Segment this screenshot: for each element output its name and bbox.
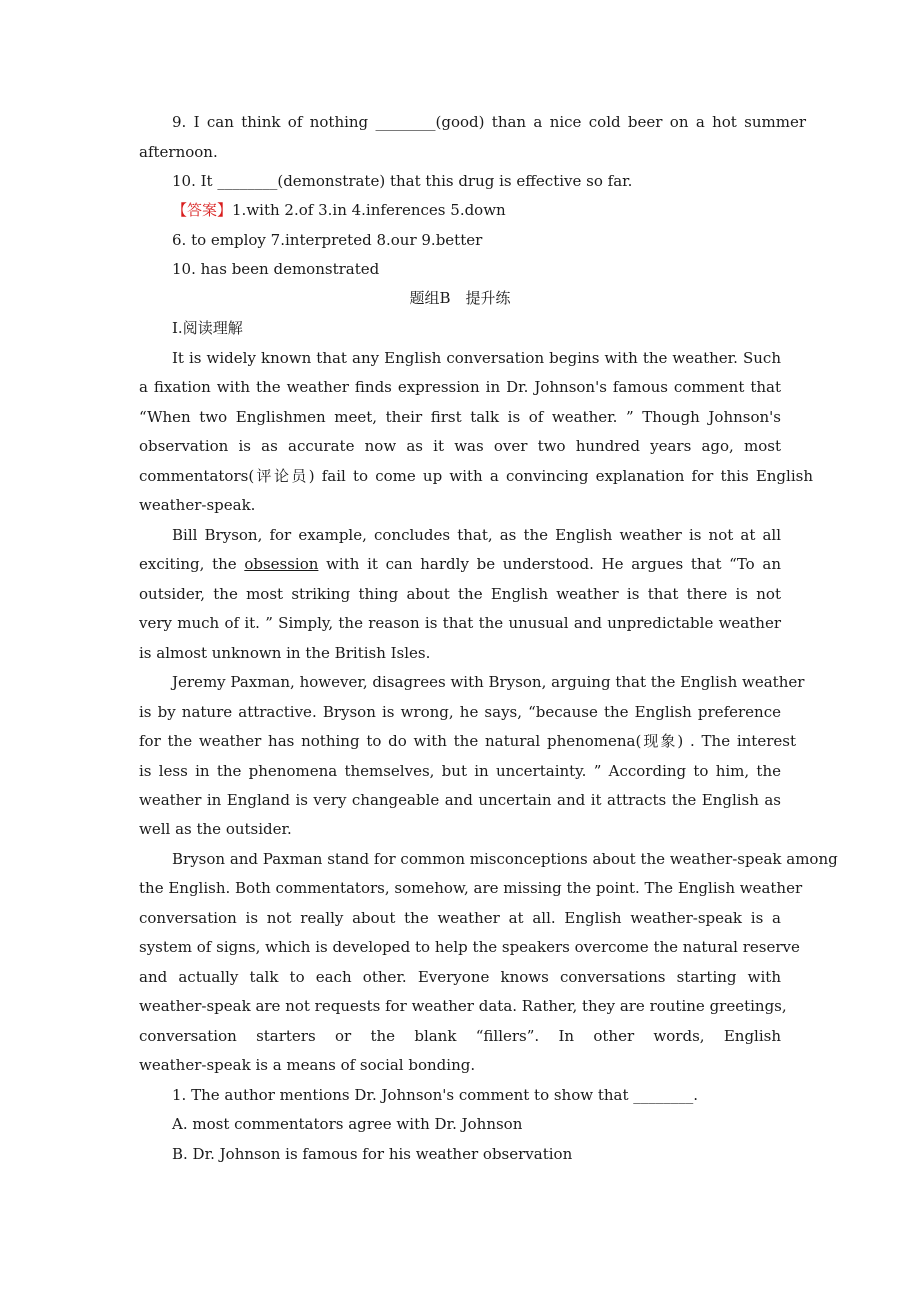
passage-p2-post: with it can hardly be understood. He argues that “To an <box>318 555 781 573</box>
passage-p2-line: is almost unknown in the British Isles. <box>139 644 431 662</box>
passage-p4-line: and actually talk to each other. Everyone knows conversations starting with <box>139 968 781 986</box>
exercise-q9-line1: 9. I can think of nothing ________(good) than a nice cold beer on a hot summer <box>172 113 806 131</box>
question-option-a: A. most commentators agree with Dr. Johnson <box>172 1115 523 1133</box>
passage-p1-line: observation is as accurate now as it was over two hundred years ago, most <box>139 437 781 455</box>
passage-p2-line: very much of it. ” Simply, the reason is that the unusual and unpredictable weather <box>139 614 781 632</box>
answer-line3: 10. has been demonstrated <box>172 260 380 278</box>
passage-p3-line: Jeremy Paxman, however, disagrees with Bryson, arguing that the English weather <box>172 673 805 691</box>
passage-p1-line: weather-speak. <box>139 496 256 514</box>
passage-p2-line <box>139 554 781 574</box>
passage-p3-line: is by nature attractive. Bryson is wrong, he says, “because the English preference <box>139 703 781 721</box>
answer-tag: 【答案】 <box>172 201 233 219</box>
passage-p3-line: is less in the phenomena themselves, but in uncertainty. ” According to him, the <box>139 762 781 780</box>
section-subtitle: Ⅰ.阅读理解 <box>172 319 243 337</box>
passage-p2-line: Bill Bryson, for example, concludes that, as the English weather is not at all <box>172 526 781 544</box>
exercise-q9-line2: afternoon. <box>139 143 218 161</box>
passage-p4-line: conversation is not really about the weather at all. English weather-speak is a <box>139 909 781 927</box>
section-title: 题组B 提升练 <box>409 289 511 307</box>
answer-line2: 6. to employ 7.interpreted 8.our 9.better <box>172 231 483 249</box>
passage-p1-line: commentators(评论员) fail to come up with a convincing explanation for this English <box>139 467 813 485</box>
passage-p3-line: well as the outsider. <box>139 820 292 838</box>
passage-p1-line: It is widely known that any English conversation begins with the weather. Such <box>172 349 781 367</box>
answer-line1 <box>172 200 781 220</box>
answer-text-1: 1.with 2.of 3.in 4.inferences 5.down <box>232 201 506 219</box>
passage-p4-line: weather-speak are not requests for weather data. Rather, they are routine greetings, <box>139 997 787 1015</box>
exercise-q10: 10. It ________(demonstrate) that this drug is effective so far. <box>172 172 633 190</box>
question-option-b: B. Dr. Johnson is famous for his weather observation <box>172 1145 573 1163</box>
passage-p4-line: the English. Both commentators, somehow, are missing the point. The English weather <box>139 879 803 897</box>
underlined-word-obsession: obsession <box>244 555 319 573</box>
passage-p2-pre: exciting, the <box>139 555 245 573</box>
passage-p4-line: weather-speak is a means of social bonding. <box>139 1056 476 1074</box>
passage-p1-line: “When two Englishmen meet, their first talk is of weather. ” Though Johnson's <box>139 408 781 426</box>
passage-p4-line: system of signs, which is developed to help the speakers overcome the natural reserve <box>139 938 800 956</box>
passage-p3-line: for the weather has nothing to do with the natural phenomena(现象) . The interest <box>139 732 796 750</box>
passage-p4-line: conversation starters or the blank “fillers”. In other words, English <box>139 1027 781 1045</box>
passage-p3-line: weather in England is very changeable and uncertain and it attracts the English as <box>139 791 781 809</box>
passage-p4-line: Bryson and Paxman stand for common misconceptions about the weather-speak among <box>172 850 838 868</box>
passage-p2-line: outsider, the most striking thing about the English weather is that there is not <box>139 585 781 603</box>
passage-p1-line: a fixation with the weather finds expression in Dr. Johnson's famous comment that <box>139 378 781 396</box>
question-stem: 1. The author mentions Dr. Johnson's comment to show that ________. <box>172 1086 699 1104</box>
